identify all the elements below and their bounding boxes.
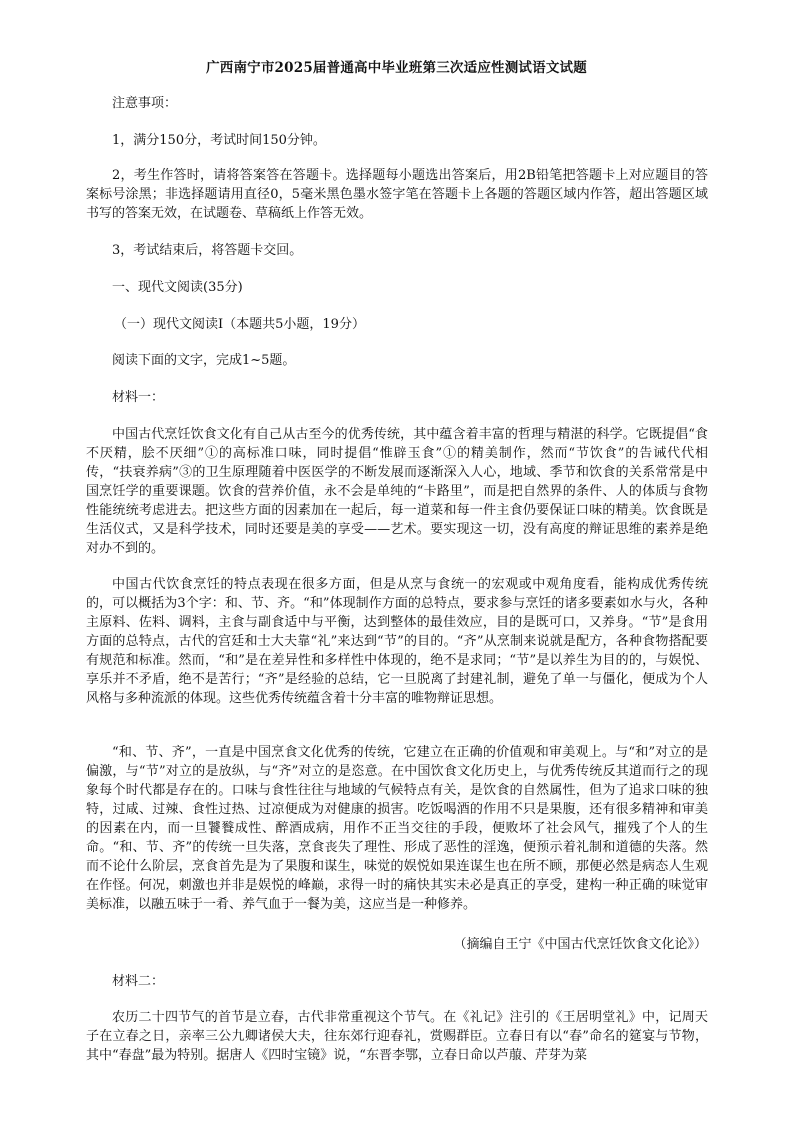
material-1-paragraph: 中国古代烹饪饮食文化有自己从古至今的优秀传统，其中蕴含着丰富的哲理与精湛的科学。它既提倡“食不厌精，脍不厌细”①的高标准口味，同时提倡“惟辟玉食”①的精美制作，然而“节饮食”的告诫代代相传，“扶衰养病”③的卫生原理随着中医医学的不断发展而逐渐深入人心，地域、季节和饮食的关系常常是中国烹饪学的重要课题。饮食的营养价值，永不会是单纯的“卡路里”，而是把自然界的条件、人的体质与食物性能统统考虑进去。把这些方面的因素加在一起后，每一道菜和每一件主食仍要保证口味的精美。饮食既是生活仪式，又是科学技术，同时还要是美的享受——艺术。要实现这一切，没有高度的辩证思维的素养是绝对办不到的。 (86, 427, 708, 556)
notes-heading: 注意事项： (112, 96, 178, 111)
note-item-3: 3，考试结束后，将答题卡交回。 (112, 243, 303, 258)
material-1-paragraph: 中国古代饮食烹饪的特点表现在很多方面，但是从烹与食统一的宏观或中观角度看，能构成优秀传统的，可以概括为3个字：和、节、齐。“和”体现制作方面的总特点，要求参与烹饪的诸多要素如水与火，各种主原料、佐料、调料，主食与副食适中与平衡，达到整体的最佳效应，目的是既可口，又养身。“节”是食用方面的总特点，古代的宫廷和士大夫靠“礼”来达到“节”的目的。“齐”从烹制来说就是配方，各种食物搭配要有规范和标准。然而，“和”是在差异性和多样性中体现的，绝不是求同；“节”是以养生为目的的，与娱悦、享乐并不矛盾，绝不是苦行；“齐”是经验的总结，它一旦脱离了封建礼制，避免了单一与僵化，便成为个人风格与多种流派的体现。这些优秀传统蕴含着十分丰富的唯物辩证思想。 (86, 577, 708, 706)
material-2-paragraph: 农历二十四节气的首节是立春，古代非常重视这个节气。在《礼记》注引的《王居明堂礼》中，记周天子在立春之日，亲率三公九卿诸侯大夫，往东郊行迎春礼，赏赐群臣。立春日有以“春”命名的筵宴与节物，其中“春盘”最为特别。据唐人《四时宝镜》说，“东晋李鄂，立春日命以芦菔、芹芽为菜 (86, 1010, 708, 1063)
reading-instruction: 阅读下面的文字，完成1~5题。 (112, 353, 296, 368)
material-1-source: （摘编自王宁《中国古代烹饪饮食文化论》） (453, 937, 707, 952)
note-item-2: 2，考生作答时，请将答案答在答题卡。选择题每小题选出答案后，用2B铅笔把答题卡上对应题目的答案标号涂黑；非选择题请用直径0，5毫米黑色墨水签字笔在答题卡上各题的答题区域内作答，超出答题区域书写的答案无效，在试题卷、草稿纸上作答无效。 (86, 168, 708, 221)
material-1-paragraph: “和、节、齐”，一直是中国烹食文化优秀的传统，它建立在正确的价值观和审美观上。与“和”对立的是偏激，与“节”对立的是放纵，与“齐”对立的是恣意。在中国饮食文化历史上，与优秀传统反其道而行之的现象每个时代都是存在的。口味与食性往往与地域的气候特点有关，是饮食的自然属性，但为了追求口味的独特，过咸、过辣、食性过热、过凉便成为对健康的损害。吃饭喝酒的作用不只是果腹，还有很多精神和审美的因素在内，而一旦饕餮成性、醉酒成病，用作不正当交往的手段，便败坏了社会风气，摧残了个人的生命。“和、节、齐”的传统一旦失落，烹食丧失了理性、形成了恶性的淫逸，便预示着礼制和道德的失落。然而不论什么阶层，烹食首先是为了果腹和谋生，味觉的娱悦如果连谋生也在所不顾，那便必然是病态人生观在作怪。何况，刺激也并非是娱悦的峰巅，求得一时的痛快其实未必是真正的享受，建构一种正确的味觉审美标准，以融五味于一肴、养气血于一餐为美，这应当是一种修养。 (86, 745, 708, 912)
note-item-1: 1，满分150分，考试时间150分钟。 (112, 133, 326, 148)
subsection-heading: （一）现代文阅读Ⅰ（本题共5小题，19分） (114, 317, 365, 332)
material-2-label: 材料二： (112, 974, 165, 989)
section-heading: 一、现代文阅读(35分) (112, 280, 243, 295)
page-title: 广西南宁市2025届普通高中毕业班第三次适应性测试语文试题 (206, 60, 587, 76)
material-1-label: 材料一： (112, 390, 165, 405)
